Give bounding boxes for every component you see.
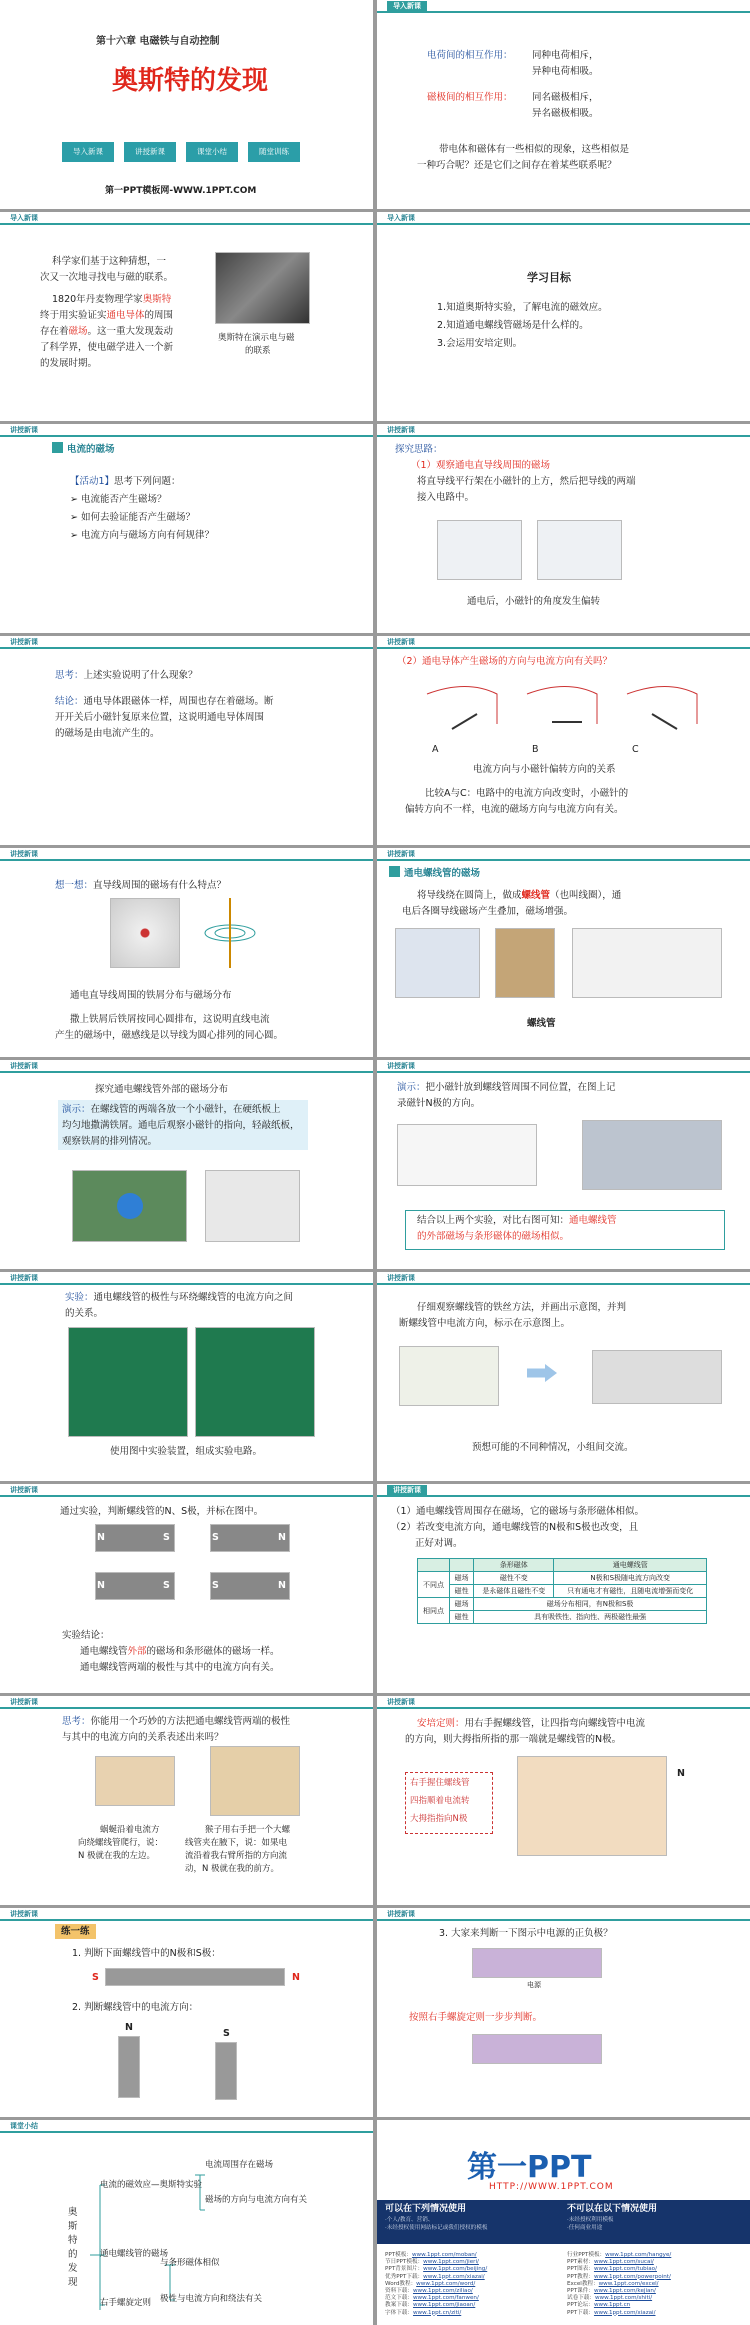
slide-experiment: 讲授新课 实验：通电螺线管的极性与环绕螺线管的电流方向之间 的关系。 使用图中实验装置，组成实验电路。: [0, 1272, 373, 1481]
slide-ampere-rule: 讲授新课 安培定则：用右手握螺线管，让四指弯向螺线管中电流 的方向，则大拇指所指的那一端就是螺线管的N极。 右手握住螺线管 四指顺着电流转 大拇指指向N极 N: [377, 1696, 750, 1905]
objectives-heading: 学习目标: [527, 271, 571, 284]
oersted-photo: [215, 252, 310, 324]
slide-comparison-table: 讲授新课 （1）通电螺线管周围存在磁场，它的磁场与条形磁体相似。 （2）若改变电流方向，通电螺线管的N极和S极也改变，且 正好对调。 条形磁体 通电螺线管 不同点 磁场 磁性不变 N极和S极随电流方向改变 磁性 是永磁体且磁性不变 只有通电才有磁性，且随电流增强而变化 相同点 磁场 磁场分布相同，有N极和S极 磁性 具有吸铁性、指向性、两极磁性最强: [377, 1484, 750, 1693]
coil-image-1: [395, 928, 480, 998]
slide-title: [0, 0, 373, 209]
credit-link[interactable]: PPT模板：www.1ppt.com/moban/: [385, 2252, 477, 2258]
lesson-title: 奥斯特的发现: [112, 66, 269, 96]
chapter-title: 第十六章 电磁铁与自动控制: [96, 36, 220, 47]
experiment-image-on: [537, 520, 622, 580]
compass-diagrams: [407, 674, 727, 744]
slide-analogy: 讲授新课 思考：你能用一个巧妙的方法把通电螺线管两端的极性 与其中的电流方向的关系表述出来吗？ 蜗蜒沿着电流方 向绕螺线管爬行，说： N 极就在我的左边。 猴子用右手把一个大螺 线管夹在腋下，说：如果电 流沿着我右臂所指的方向流 动，N 极就在我的前方。: [0, 1696, 373, 1905]
slide-solenoid: 讲授新课 通电螺线管的磁场 将导线绕在圆筒上，做成螺线管（也叫线圈），通 电后各圈导线磁场产生叠加，磁场增强。 螺线管: [377, 848, 750, 1057]
links-left: [385, 2252, 487, 2317]
credit-link[interactable]: 范文下载：www.1ppt.com/fanwen/: [385, 2295, 479, 2302]
credit-link[interactable]: 教案下载：www.1ppt.com/jiaoan/: [385, 2302, 476, 2309]
nav-button-summary[interactable]: 课堂小结: [186, 142, 238, 162]
slide-wiring-sketch: 讲授新课 仔细观察螺线管的铁丝方法，并画出示意图，并判 断螺线管中电流方向，标示在示意图上。 预想可能的不同种情况，小组间交流。: [377, 1272, 750, 1481]
slide-power-source: 讲授新课 3. 大家来判断一下图示中电源的正负极？ 电源 按照右手螺旋定则一步步判断。: [377, 1908, 750, 2117]
credit-link[interactable]: PPT课件：www.1ppt.com/kejian/: [567, 2288, 656, 2295]
monkey-image: [210, 1746, 300, 1816]
slide-practice: 讲授新课 练一练 1. 判断下面螺线管中的N极和S极： S N 2. 判断螺线管中的电流方向： N S: [0, 1908, 373, 2117]
arrow-right-icon: [527, 1364, 557, 1382]
credit-link[interactable]: 试卷下载：www.1ppt.com/shiti/: [567, 2295, 653, 2302]
logo-url: HTTP://WWW.1PPT.COM: [489, 2182, 614, 2192]
slide-credits: 第一PPT HTTP://WWW.1PPT.COM 可以在下列情况使用 ·个人/教育、营销、 ·未经授权使用网站标记或我们授权的模板 不可以在以下情况使用 ·未经授权利用模板 ·任何商业用途 PPT模板：www.1ppt.com/moban/ 节日PPT模板：www.1ppt.com/jieri/ PPT背景图片：www.1ppt.com/beijing/ 优秀PPT下载：www.1ppt.com/xiazai/ Word教程：www.1ppt.com/word/ 资料下载：www.1ppt.com/ziliao/ 范文下载：www.1ppt.com/fanwen/ 教案下载：www.1ppt.com/jiaoan/ 字体下载：www.1ppt.cn/ziti/ 行业PPT模板：www.1ppt.com/hangye/ PPT素材：www.1ppt.com/sucai/ PPT图表：www.1ppt.com/tubiao/ PPT教程：www.1ppt.com/powerpoint/ Excel教程：www.1ppt.com/excel/ PPT课件：www.1ppt.com/kejian/ 试卷下载：www.1ppt.com/shiti/ PPT论坛：www.1ppt.cn PPT下载：www.1ppt.com/xiazai/: [377, 2120, 750, 2325]
compass-ring-diagram: [397, 1124, 537, 1186]
comparison-table: 条形磁体 通电螺线管 不同点 磁场 磁性不变 N极和S极随电流方向改变 磁性 是永磁体且磁性不变 只有通电才有磁性，且随电流增强而变化 相同点 磁场 磁场分布相同，有N极和S极 磁性 具有吸铁性、指向性、两极磁性最强: [417, 1558, 707, 1624]
credit-link[interactable]: PPT下载：www.1ppt.com/xiazai/: [567, 2309, 656, 2316]
credit-link[interactable]: PPT背景图片：www.1ppt.com/beijing/: [385, 2266, 488, 2273]
slide-explore-wire: 讲授新课 探究思路： （1）观察通电直导线周围的磁场 将直导线平行架在小磁针的上方，然后把导线的两端 接入电路中。 通电后，小磁针的角度发生偏转: [377, 424, 750, 633]
credit-link[interactable]: PPT论坛：www.1ppt.cn: [567, 2302, 631, 2309]
slide-summary: 课堂小结 奥斯特的发现 电流的磁效应—奥斯特实验 电流周围存在磁场 磁场的方向与电流方向有关 通电螺线管的磁场 与条形磁体相似 极性与电流方向和绕法有关 右手螺旋定则: [0, 2120, 373, 2325]
slide-current-field: 讲授新课 电流的磁场 【活动1】思考下列问题： ➢ 电流能否产生磁场？ ➢ 如何去验证能否产生磁场？ ➢ 电流方向与磁场方向有何规律？: [0, 424, 373, 633]
slide-objectives: 导入新课 学习目标 1.知道奥斯特实验，了解电流的磁效应。 2.知道通电螺线管磁场是什么样的。 3.会运用安培定则。: [377, 212, 750, 421]
links-right: [567, 2252, 671, 2317]
summary-root: 奥斯特的发现: [68, 2207, 78, 2288]
solenoid-filings-image: [205, 1170, 300, 1242]
nav-button-practice[interactable]: 随堂训练: [248, 142, 300, 162]
coil-image-2: [495, 928, 555, 998]
solenoid-diagram-1: [472, 1948, 602, 1978]
brand-text: 第一PPT模板网-WWW.1PPT.COM: [105, 186, 257, 196]
credit-link[interactable]: 行业PPT模板：www.1ppt.com/hangye/: [567, 2252, 672, 2258]
slide-oersted-history: 导入新课 科学家们基于这种猜想，一 次又一次地寻找电与磁的联系。 1820年丹麦物理学家奥斯特 终于用实验证实通电导体的周围 存在着磁场。这一重大发现轰动 了科学界，使电磁学进入一个新 的发展时期。 奥斯特在演示电与磁 的联系: [0, 212, 373, 421]
iron-filings-image: [110, 898, 180, 968]
experiment-photo-2: [195, 1327, 315, 1437]
credit-link[interactable]: PPT素材：www.1ppt.com/sucai/: [567, 2259, 654, 2266]
credit-link[interactable]: Word教程：www.1ppt.com/word/: [385, 2280, 476, 2287]
slide-compass-record: 讲授新课 演示：把小磁针放到螺线管周围不同位置，在图上记 录磁针N极的方向。 结合以上两个实验，对比右图可知：通电螺线管 的外部磁场与条形磁体的磁场相似。: [377, 1060, 750, 1269]
coil-image-3: [572, 928, 722, 998]
credit-link[interactable]: 优秀PPT下载：www.1ppt.com/xiazai/: [385, 2273, 485, 2280]
slide-solenoid-field: 讲授新课 探究通电螺线管外部的磁场分布 演示：在螺线管的两端各放一个小磁针，在硬纸板上 均匀地撒满铁屑。通电后观察小磁针的指向，轻敲纸板， 观察铁屑的排列情况。: [0, 1060, 373, 1269]
slide-poles-exercise: 讲授新课 通过实验，判断螺线管的N、S极，并标在图中。 N S S N N S S N 实验结论： 通电螺线管外部的磁场和条形磁体的磁场一样。 通电螺线管两端的极性与其中的电流方向有关。: [0, 1484, 373, 1693]
experiment-image-off: [437, 520, 522, 580]
logo-text: 第一PPT: [467, 2150, 592, 2185]
credit-link[interactable]: PPT教程：www.1ppt.com/powerpoint/: [567, 2273, 671, 2280]
slide-field-pattern: 讲授新课 想一想：直导线周围的磁场有什么特点？ 通电直导线周围的铁屑分布与磁场分布 撒上铁屑后铁屑按同心圆排布，这说明直线电流 产生的磁场中，磁感线是以导线为圆心排列的同心圆。: [0, 848, 373, 1057]
nav-button-lecture[interactable]: 讲授新课: [124, 142, 176, 162]
nav-button-intro[interactable]: 导入新课: [62, 142, 114, 162]
right-hand-image: [517, 1756, 667, 1856]
field-circles-diagram: [200, 898, 260, 968]
coil-caterpillar-image: [95, 1756, 175, 1806]
credit-link[interactable]: Excel教程：www.1ppt.com/excel/: [567, 2280, 659, 2287]
slide-intro-charges: 导入新课 电荷间的相互作用： 同种电荷相斥， 异种电荷相吸。 磁极间的相互作用： 同名磁极相斥， 异名磁极相吸。 带电体和磁体有一些相似的现象，这些相似是 一种巧合呢？还是它们之间存在着某些联系呢？: [377, 0, 750, 209]
label-c: C: [632, 744, 639, 755]
tube-photo: [399, 1346, 499, 1406]
label-b: B: [532, 744, 539, 755]
play-icon[interactable]: [117, 1193, 143, 1219]
label-a: A: [432, 744, 439, 755]
solenoid-diagram-2: [472, 2034, 602, 2064]
experiment-photo-1: [68, 1327, 188, 1437]
section-icon: [52, 442, 63, 453]
credit-link[interactable]: PPT图表：www.1ppt.com/tubiao/: [567, 2266, 657, 2273]
credit-link[interactable]: 字体下载：www.1ppt.cn/ziti/: [385, 2309, 462, 2316]
bar-magnet-field-image: [582, 1120, 722, 1190]
credit-link[interactable]: 资料下载：www.1ppt.com/ziliao/: [385, 2288, 473, 2295]
slide-direction: 讲授新课 （2）通电导体产生磁场的方向与电流方向有关吗？ A B C 电流方向与小磁针偏转方向的关系 比较A与C：电路中的电流方向改变时，小磁针的 偏转方向不一样，电流的磁场方向与电流方向有关。: [377, 636, 750, 845]
solenoid-sketch: [592, 1350, 722, 1404]
slide-think-conclusion: 讲授新课 思考：上述实验说明了什么现象？ 结论：通电导体跟磁体一样，周围也存在着磁场。断 开开关后小磁针复原来位置，这说明通电导体周围 的磁场是由电流产生的。: [0, 636, 373, 845]
credit-link[interactable]: 节日PPT模板：www.1ppt.com/jieri/: [385, 2259, 479, 2266]
section-tag: 导入新课: [387, 1, 427, 12]
